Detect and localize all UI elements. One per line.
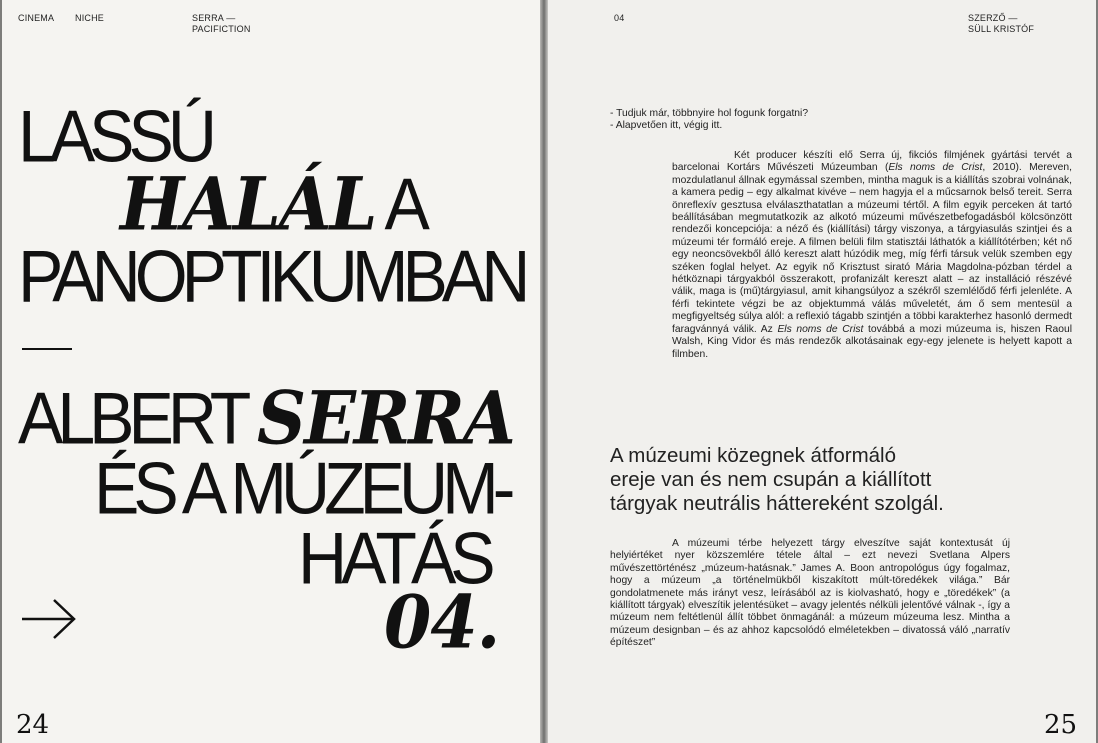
right-page	[548, 0, 1096, 743]
header-author-line1: SZERZŐ —	[968, 13, 1018, 23]
pull-quote-line-3: tárgyak neutrális háttereként szolgál.	[610, 492, 944, 515]
paragraph-1-part-2: , 2010). Mereven, mozdulatlanul állnak egymással szemben, mintha maguk is a kiállítás szobrai volnának, a kamera pedig – egy alkalmat kivéve – nem hagyja el a műcsarnok belső tereit. Serra önreflexív gesztusa elválaszthatatlan a múzeumi tértől. A film egyik perceken át tartó beállításában megmutatkozik az alkotó múzeumi művészetbefogadásból kölcsönzött rendezői koncepciója: a néző és (kiállítási) tárgy viszonya, a tárgyiasulás szintjei és a múzeumi tér formáló ereje. A filmen belüli film statisztái láthatók a kiállítótérben; két nő egy neoncsövekből álló kereszt alatt húzódik meg, míg férfi társuk velük szemben egy széken foglal helyet. Az egyik nő Krisztust sirató Mária Magdolna-pózban térdel a hétköznapi tárgyakból összerakott, profanizált kereszt alatt – az installáció részévé válik, maga is (mű)tárgyiasul, amit kihangsúlyoz a székről szemlélődő férfi jelenléte. A férfi tekintete végzi be az objektummá válás műveletét, ám ő sem mentesül a megfigyeltség súlya alól: a reflexió tágabb szintjén a többi karakterhez hasonló dermedt faragvánnyá válik. Az	[672, 162, 1072, 335]
film-title-italic-1: Els noms de Crist	[888, 162, 983, 174]
title-line-5: ÉS A MÚZEUM-	[94, 447, 510, 530]
page-number-left: 24	[16, 710, 50, 740]
header-section: CINEMA	[18, 13, 55, 23]
title-line-4-rest: ALBERT	[18, 377, 245, 460]
header-author-line2: SÜLL KRISTÓF	[968, 24, 1035, 34]
pull-quote	[610, 444, 944, 516]
title-dash	[22, 348, 72, 350]
paragraph-1-part-1: Két producer készíti elő Serra új, fikciós filmjének gyártási tervét a barcelonai Kortárs Művészeti Múzeumban (	[672, 150, 1072, 174]
pull-quote-line-2: ereje van és nem csupán a kiállított	[610, 468, 932, 491]
dialogue-line-1: - Tudjuk már, többnyire hol fogunk forgatni?	[610, 108, 809, 119]
title-line-3: PANOPTIKUMBAN	[18, 235, 525, 318]
header-topic-line2: PACIFICTION	[192, 24, 251, 34]
title-italic-serra: SERRA	[256, 375, 514, 462]
title-line-1: LASSÚ	[18, 95, 211, 178]
dialogue-line-2: - Alapvetően itt, végig itt.	[610, 120, 723, 132]
title-italic-halal: HALÁL	[120, 161, 376, 248]
header-page-label: 04	[614, 13, 625, 23]
film-title-italic-2: Els noms de Crist	[777, 323, 864, 335]
title-line-4	[18, 375, 514, 462]
header-topic	[192, 13, 251, 35]
dialogue	[610, 108, 910, 133]
header-author	[968, 13, 1034, 35]
title-line-2	[120, 161, 424, 248]
book-spine	[540, 0, 548, 743]
pull-quote-line-1: A múzeumi közegnek átformáló	[610, 444, 896, 467]
header-topic-line1: SERRA —	[192, 13, 236, 23]
right-arrow-icon	[20, 598, 78, 645]
paragraph-1-part-3: továbbá a mozi múzeuma is, hiszen Raoul Walsh, King Vidor és más rendezők alkotásainak egy-egy jelenete is helyett kapott a filmben.	[672, 323, 1072, 360]
title-line-2-rest: A	[384, 163, 424, 246]
left-page	[2, 0, 540, 743]
title-line-6: HATÁS	[298, 517, 490, 600]
header-category: NICHE	[75, 13, 105, 23]
page-number-right: 25	[1044, 710, 1078, 740]
title-issue-number: 04.	[384, 579, 500, 666]
paragraph-1	[672, 150, 1072, 361]
paragraph-2: A múzeumi térbe helyezett tárgy elveszítve saját kontextusát új helyiértéket nyer közszemlére tétele által – ezt nevezi Svetlana Alpers művészettörténész „múzeum-hatásnak.” James A. Boon antropológus úgy fogalmaz, hogy a múzeum „a történelmükből kiszakított múlt-töredékek világa.” Bár gondolatmenete más irányt vesz, leírásából az is kiolvasható, hogy e „töredékek” (a kiállított tárgyak) elveszítik jelentésüket – avagy jelentés nélküli jelentővé válnak -, így a múzeum nem feltétlenül állít többet önmagánál: a múzeum múzeuma lesz. Mintha a múzeum designban – és az ahhoz kapcsolódó elméletekben – divatossá váló „narratív építészet”	[610, 538, 1010, 649]
